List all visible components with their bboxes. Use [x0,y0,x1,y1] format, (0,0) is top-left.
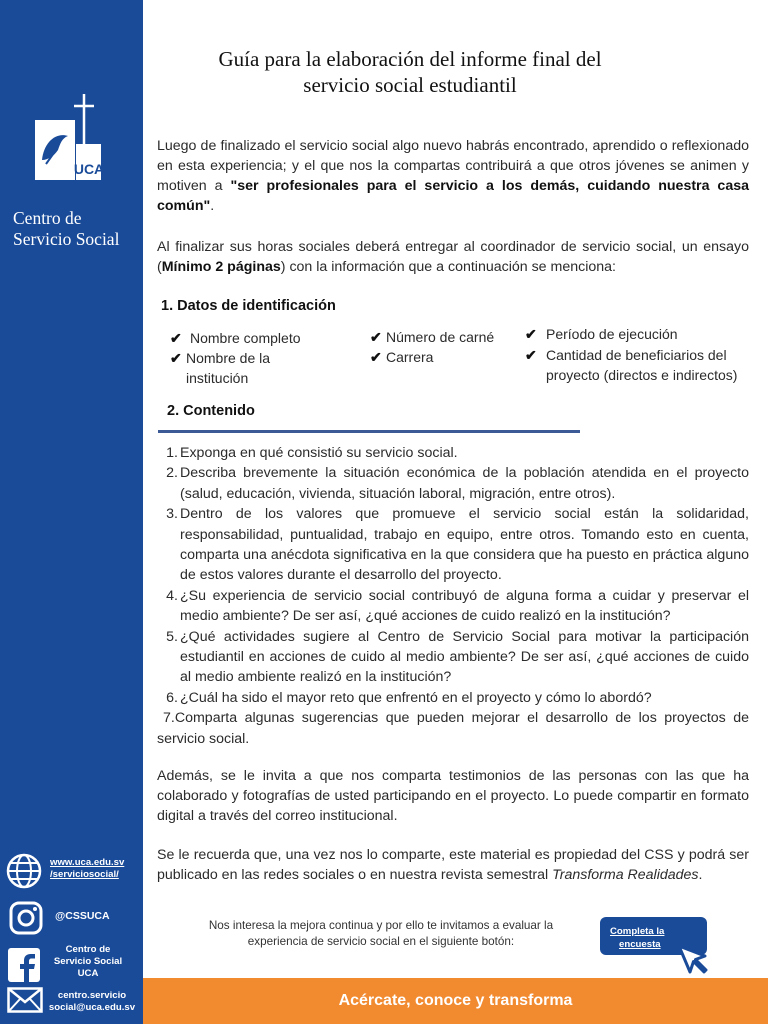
intro-p1-bold: "ser profesionales para el servicio a los demás, cuidando nuestra casa común" [157,178,749,214]
uca-logo [34,92,104,184]
list-item [157,443,749,463]
contenido-list [157,443,749,749]
section-heading-contenido: 2. Contenido [167,403,255,419]
page-title [160,46,660,98]
list-item [157,586,749,627]
divider [158,430,580,433]
list-item-number: 4. [166,587,178,604]
intro-p2-bold: Mínimo 2 páginas [161,259,281,275]
facebook-line1: Centro de [65,944,111,955]
intro-p2-text-end: ) con la información que a continuación se menciona: [280,259,616,275]
list-item-number: 7. [163,710,175,727]
page-title-line1: Guía para la elaboración del informe final del [218,47,602,71]
instagram-handle: @CSSUCA [55,910,110,922]
reminder-text: Se le recuerda que, una vez nos lo comparte, este material es propiedad del CSS y podrá ser publicado en las redes sociales o en nuestra revista semestral [157,847,749,883]
survey-button-line1: Completa la [610,926,665,937]
cursor-icon [676,943,708,975]
ident-item-label: Cantidad de beneficiarios del proyecto (directos e indirectos) [546,347,738,383]
list-item-number: 2. [166,465,178,482]
testimonios-paragraph: Además, se le invita a que nos comparta testimonios de las personas con las que ha colaborado y fotografías de usted participando en el proyecto. Lo puede compartir en formato digital a través del correo institucional. [157,768,749,824]
reminder-end: . [698,867,703,883]
list-item-number: 5. [166,628,178,645]
sidebar [0,0,143,1024]
section-heading-identificacion: 1. Datos de identificación [161,298,336,314]
intro-p2-text: Al finalizar sus horas sociales deberá entregar al coordinador de servicio social, un ensayo ( [157,239,749,275]
center-name: Centro de Servicio Social [13,208,120,249]
checkmark-icon: ✔ [170,350,182,366]
footer-banner: Acércate, conoce y transforma [143,978,768,1024]
list-item [157,688,749,708]
intro-paragraph-1 [157,136,749,216]
globe-icon [6,853,42,889]
ident-item-label: Nombre completo [190,330,301,346]
facebook-line2: Servicio Social [53,956,123,967]
checkmark-icon: ✔ [370,349,382,365]
list-item-text: ¿Qué actividades sugiere al Centro de Servicio Social para motivar la participación estudiantil en acciones de cuido al medio ambiente? De ser así, ¿qué acciones de cuido al medio ambiente realizó en la institución? [180,628,749,686]
instagram-icon [8,900,44,936]
svg-text:UCA: UCA [73,161,104,177]
list-item-text: ¿Cuál ha sido el mayor reto que enfrentó en el proyecto y cómo lo abordó? [180,689,652,706]
list-item-text: Describa brevemente la situación económica de la población atendida en el proyecto (salud, educación, vivienda, situación laboral, migración, entre otros). [180,465,749,502]
list-item-text: Exponga en qué consistió su servicio social. [180,445,458,461]
list-item [157,708,749,749]
page-title-line2: servicio social estudiantil [303,73,517,97]
list-item-text: Comparta algunas sugerencias que pueden mejorar el desarrollo de los proyectos de servicio social. [157,710,749,747]
intro-p1-end: . [210,198,215,214]
list-item [157,627,749,688]
magazine-name: Transforma Realidades [552,867,699,883]
reminder-paragraph [157,845,749,885]
ident-item-label: Nombre de la institución [186,350,271,386]
ident-item-label: Carrera [386,349,434,365]
list-item-number: 3. [166,506,178,523]
facebook-line3: UCA [77,968,99,979]
survey-button-line2: encuesta [619,939,661,950]
website-line2: /serviciosocial/ [50,869,119,880]
facebook-icon [8,948,40,982]
survey-note: Nos interesa la mejora continua y por ello te invitamos a evaluar la experiencia de servicio social en el siguiente botón: [208,919,554,948]
email-line1: centro.servicio [57,990,127,1001]
checkmark-icon: ✔ [370,329,382,345]
list-item-number: 6. [166,689,178,706]
checkmark-icon: ✔ [525,326,537,342]
list-item-text: Dentro de los valores que promueve el servicio social están la solidaridad, responsabilidad, puntualidad, trabajo en equipo, entre otros. Tomando esto en cuenta, comparta una anécdota significativa en la que considera que ha puesto en práctica alguno de estos valores durante el desarrollo del proyecto. [180,506,749,584]
list-item-number: 1. [166,445,178,461]
ident-item-label: Período de ejecución [546,326,678,342]
list-item-text: ¿Su experiencia de servicio social contribuyó de alguna forma a cuidar y preservar el medio ambiente? De ser así, ¿qué acciones de cuido realizó en la institución? [180,587,749,625]
checkmark-icon: ✔ [170,330,182,346]
intro-p1-text: Luego de finalizado el servicio social algo nuevo habrás encontrado, aprendido o reflexionado en esta experiencia; y el que nos la compartas contribuirá a que otros jóvenes se animen y motiven a [157,138,749,194]
ident-item-label: Número de carné [386,329,495,345]
email-line2: social@uca.edu.sv [48,1002,136,1013]
list-item [157,504,749,586]
mail-icon [7,987,43,1013]
list-item [157,463,749,504]
website-line1: www.uca.edu.sv [50,857,125,868]
checkmark-icon: ✔ [525,347,537,363]
intro-paragraph-2 [157,237,749,277]
